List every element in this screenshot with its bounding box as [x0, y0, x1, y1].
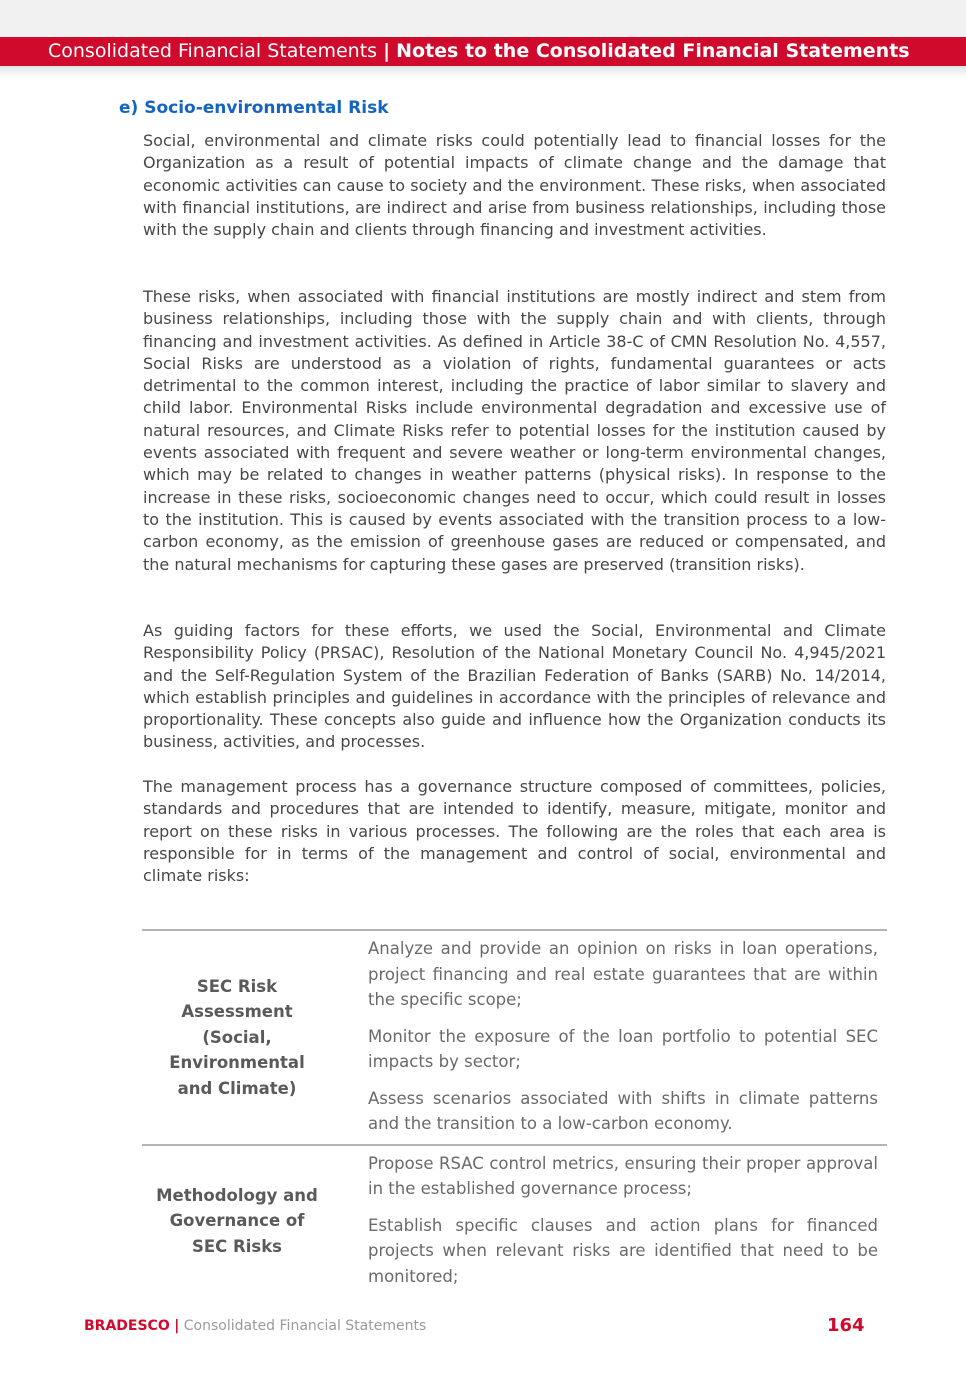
- table-row: [142, 1146, 887, 1297]
- role-item: Establish specific clauses and action plans for financed projects when relevant risks are identified that need to be monitored;: [368, 1215, 878, 1286]
- row-area-label: Methodology and Governance of SEC Risks: [156, 1185, 318, 1256]
- row-roles: [332, 1146, 887, 1297]
- header-separator: |: [383, 40, 391, 62]
- header-section: Consolidated Financial Statements: [48, 40, 378, 62]
- row-roles: [332, 931, 887, 1144]
- role-item: Monitor the exposure of the loan portfolio to potential SEC impacts by sector;: [368, 1026, 878, 1071]
- footer-brand: BRADESCO: [84, 1318, 170, 1334]
- footer: [84, 1318, 426, 1334]
- section-title: e) Socio-environmental Risk: [119, 98, 389, 118]
- role-item: Assess scenarios associated with shifts in climate patterns and the transition to a low-carbon economy.: [368, 1088, 878, 1133]
- roles-table: [142, 929, 887, 1296]
- top-margin: [0, 0, 966, 37]
- table-row: [142, 931, 887, 1146]
- header-subsection: Notes to the Consolidated Financial Statements: [396, 40, 910, 62]
- role-item: Propose RSAC control metrics, ensuring their proper approval in the established governance process;: [368, 1153, 878, 1198]
- row-area-label: SEC Risk Assessment (Social, Environmental and Climate): [169, 976, 305, 1098]
- paragraph-3: As guiding factors for these efforts, we used the Social, Environmental and Climate Responsibility Policy (PRSAC), Resolution of the National Monetary Council No. 4,945/2021 and the Self-Regulation System of the Brazilian Federation of Banks (SARB) No. 14/2014, which establish principles and guidelines in accordance with the principles of relevance and proportionality. These concepts also guide and influence how the Organization conducts its business, activities, and processes.: [143, 621, 886, 752]
- page-number: 164: [827, 1315, 865, 1336]
- footer-doc-title: Consolidated Financial Statements: [183, 1318, 427, 1334]
- paragraph-2: These risks, when associated with financial institutions are mostly indirect and stem from business relationships, including those with the supply chain and with clients, through financing and investment activities. As defined in Article 38-C of CMN Resolution No. 4,557, Social Risks are understood as a violation of rights, fundamental guarantees or acts detrimental to the common interest, including the practice of labor similar to slavery and child labor. Environmental Risks include environmental degradation and excessive use of natural resources, and Climate Risks refer to potential losses for the institution caused by events associated with frequent and severe weather or long-term environmental changes, which may be related to changes in weather patterns (physical risks). In response to the increase in these risks, socioeconomic changes need to occur, which could result in losses to the institution. This is caused by events associated with the transition process to a low-carbon economy, as the emission of greenhouse gases are reduced or compensated, and the natural mechanisms for capturing these gases are preserved (transition risks).: [143, 287, 886, 574]
- paragraph-1: Social, environmental and climate risks could potentially lead to financial losses for the Organization as a result of potential impacts of climate change and the damage that economic activities can cause to society and the environment. These risks, when associated with financial institutions, are indirect and arise from business relationships, including those with the supply chain and clients through financing and investment activities.: [143, 131, 886, 240]
- footer-separator: |: [174, 1318, 180, 1334]
- paragraph-4: The management process has a governance structure composed of committees, policies, standards and procedures that are intended to identify, measure, mitigate, monitor and report on these risks in various processes. The following are the roles that each area is responsible for in terms of the management and control of social, environmental and climate risks:: [143, 777, 886, 886]
- role-item: Analyze and provide an opinion on risks in loan operations, project financing and real estate guarantees that are within the specific scope;: [368, 939, 878, 1009]
- header-banner: [0, 37, 966, 66]
- banner-shadow: [0, 66, 966, 78]
